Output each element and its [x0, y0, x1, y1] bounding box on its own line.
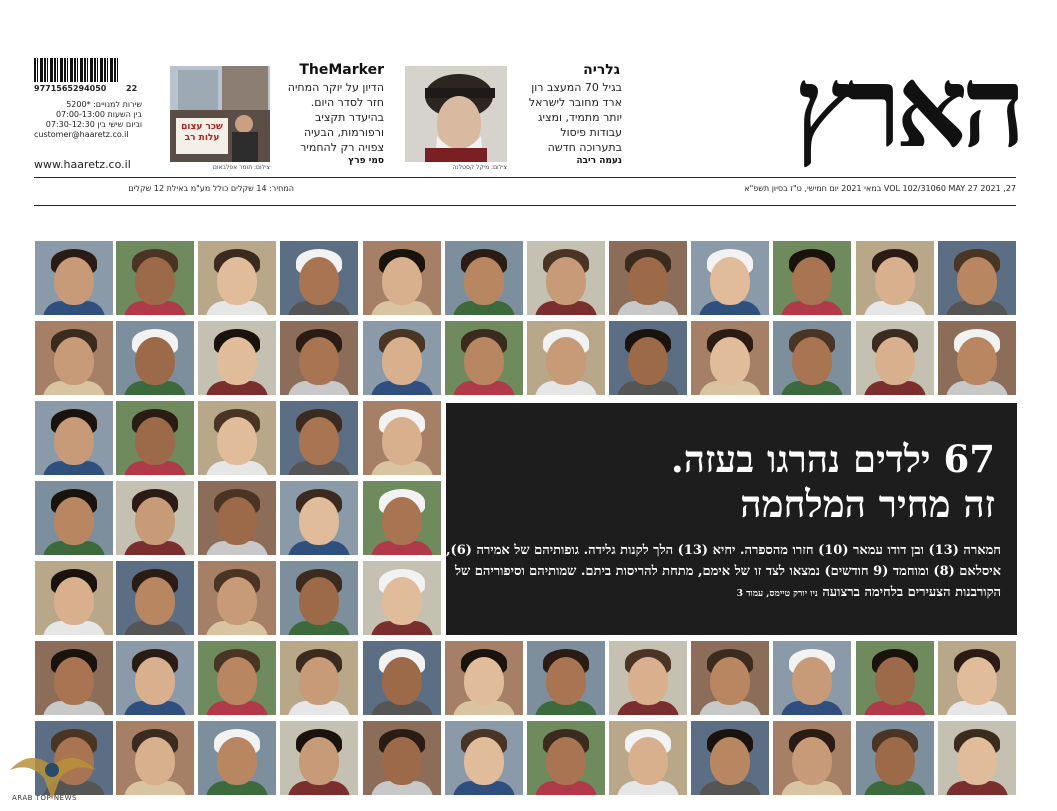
- portrait-face: [957, 737, 997, 785]
- lead-page-reference[interactable]: ניו יורק טיימס, עמוד 3: [736, 589, 818, 599]
- portrait-face: [382, 737, 422, 785]
- child-portrait: [363, 241, 441, 315]
- portrait-face: [54, 417, 94, 465]
- headline-line-2: זה מחיר המלחמה: [740, 482, 995, 526]
- child-portrait: [116, 321, 194, 395]
- portrait-face: [54, 657, 94, 705]
- child-portrait: [773, 241, 851, 315]
- portrait-face: [464, 657, 504, 705]
- portrait-face: [792, 337, 832, 385]
- portrait-face: [710, 257, 750, 305]
- child-portrait: [280, 401, 358, 475]
- portrait-face: [875, 737, 915, 785]
- child-portrait: [363, 721, 441, 795]
- portrait-face: [382, 577, 422, 625]
- portrait-face: [464, 337, 504, 385]
- child-portrait: [445, 241, 523, 315]
- child-portrait: [691, 641, 769, 715]
- price-line: המחיר: 14 שקלים כולל מע"מ באילת 12 שקלים: [128, 184, 294, 193]
- child-portrait: [198, 401, 276, 475]
- portrait-face: [628, 337, 668, 385]
- child-portrait: [609, 641, 687, 715]
- child-portrait: [198, 641, 276, 715]
- portrait-face: [135, 657, 175, 705]
- portrait-face: [217, 497, 257, 545]
- child-portrait: [773, 641, 851, 715]
- portrait-face: [54, 257, 94, 305]
- themarker-photo[interactable]: [170, 66, 270, 162]
- child-portrait: [280, 561, 358, 635]
- portrait-face: [628, 737, 668, 785]
- gallery-teaser-text[interactable]: בגיל 70 המעצב רון ארד מחובר לישראל יותר מתמיד, ומציג עבודות פיסול בתערוכה חדשה: [528, 81, 622, 154]
- portrait-face: [299, 737, 339, 785]
- child-portrait: [773, 721, 851, 795]
- child-portrait: [198, 481, 276, 555]
- portrait-face: [217, 577, 257, 625]
- child-portrait: [773, 321, 851, 395]
- lead-headline: [455, 437, 995, 527]
- portrait-face: [54, 497, 94, 545]
- date-line: VOL 102/31060 MAY 27 2021 ,27 במאי 2021 יום חמישי, ט"ז בסיון תשפ"א: [744, 184, 1016, 193]
- portrait-face: [957, 657, 997, 705]
- portrait-face: [546, 737, 586, 785]
- child-portrait: [609, 241, 687, 315]
- portrait-face: [957, 337, 997, 385]
- portrait-face: [217, 737, 257, 785]
- portrait-face: [382, 257, 422, 305]
- service-email[interactable]: customer@haaretz.co.il: [34, 130, 129, 139]
- child-portrait: [527, 641, 605, 715]
- portrait-face: [546, 257, 586, 305]
- lead-body: [445, 540, 1001, 605]
- portrait-face: [135, 417, 175, 465]
- themarker-section-label: TheMarker: [299, 62, 384, 78]
- portrait-face: [382, 417, 422, 465]
- portrait-face: [546, 657, 586, 705]
- portrait-face: [792, 657, 832, 705]
- subscriber-service: [34, 100, 142, 140]
- portrait-face: [628, 657, 668, 705]
- date-rule: [34, 205, 1016, 206]
- child-portrait: [445, 321, 523, 395]
- protest-sign-text: שכר עצום עלות רב: [181, 122, 223, 143]
- service-line: שירות למנויים: *5200: [66, 100, 142, 109]
- child-portrait: [445, 721, 523, 795]
- child-portrait: [691, 321, 769, 395]
- portrait-face: [299, 337, 339, 385]
- lead-story-box[interactable]: [446, 403, 1017, 635]
- child-portrait: [363, 641, 441, 715]
- child-portrait: [856, 241, 934, 315]
- child-portrait: [35, 321, 113, 395]
- child-portrait: [280, 721, 358, 795]
- portrait-face: [135, 497, 175, 545]
- portrait-face: [382, 657, 422, 705]
- child-portrait: [35, 561, 113, 635]
- issue-number: 22: [126, 84, 138, 93]
- portrait-face: [546, 337, 586, 385]
- gallery-photo[interactable]: [405, 66, 507, 162]
- child-portrait: [609, 721, 687, 795]
- portrait-face: [957, 257, 997, 305]
- child-portrait: [280, 321, 358, 395]
- child-portrait: [35, 481, 113, 555]
- portrait-face: [299, 497, 339, 545]
- barcode-number: 9771565294050: [34, 84, 107, 93]
- portrait-face: [875, 337, 915, 385]
- child-portrait: [198, 321, 276, 395]
- portrait-face: [792, 257, 832, 305]
- child-portrait: [363, 401, 441, 475]
- portrait-face: [299, 657, 339, 705]
- child-portrait: [116, 401, 194, 475]
- child-portrait: [938, 321, 1016, 395]
- portrait-face: [875, 657, 915, 705]
- themarker-teaser-text[interactable]: הדיון על יוקר המחיה חזר לסדר היום. בהיעדר תקציב ורפורמות, הבעיה צפויה רק להחמיר: [287, 81, 384, 154]
- portrait-face: [628, 257, 668, 305]
- child-portrait: [609, 321, 687, 395]
- child-portrait: [363, 321, 441, 395]
- child-portrait: [198, 561, 276, 635]
- portrait-face: [217, 257, 257, 305]
- portrait-face: [382, 337, 422, 385]
- child-portrait: [938, 721, 1016, 795]
- child-portrait: [938, 241, 1016, 315]
- portrait-face: [217, 417, 257, 465]
- watermark-text: ARAB TOP NEWS: [12, 794, 77, 802]
- watermark-logo: [0, 740, 105, 807]
- portrait-face: [299, 257, 339, 305]
- portrait-face: [792, 737, 832, 785]
- themarker-author: סמי פרץ: [348, 156, 384, 166]
- child-portrait: [280, 641, 358, 715]
- service-line: וביום שישי בין 07:30-12:30: [45, 120, 142, 129]
- child-portrait: [691, 721, 769, 795]
- child-portrait: [35, 241, 113, 315]
- child-portrait: [198, 241, 276, 315]
- child-portrait: [856, 641, 934, 715]
- child-portrait: [35, 401, 113, 475]
- portrait-man-image: [405, 66, 507, 162]
- child-portrait: [116, 481, 194, 555]
- child-portrait: [856, 721, 934, 795]
- portrait-face: [710, 657, 750, 705]
- portrait-face: [710, 737, 750, 785]
- portrait-face: [299, 417, 339, 465]
- portrait-face: [217, 657, 257, 705]
- portrait-face: [464, 737, 504, 785]
- child-portrait: [280, 481, 358, 555]
- child-portrait: [363, 481, 441, 555]
- child-portrait: [527, 721, 605, 795]
- portrait-face: [135, 257, 175, 305]
- child-portrait: [198, 721, 276, 795]
- headline-line-1: 67 ילדים נהרגו בעזה.: [670, 437, 995, 481]
- portrait-face: [382, 497, 422, 545]
- portrait-face: [135, 337, 175, 385]
- themarker-photo-credit: צילום: תומר אפלבאום: [212, 164, 270, 171]
- child-portrait: [363, 561, 441, 635]
- newspaper-logo: הארץ: [794, 42, 1020, 173]
- gallery-author: נעמה ריבה: [576, 156, 622, 166]
- portrait-face: [464, 257, 504, 305]
- portrait-face: [710, 337, 750, 385]
- gallery-section-label: גלריה: [583, 62, 620, 78]
- child-portrait: [280, 241, 358, 315]
- child-portrait: [691, 241, 769, 315]
- portrait-face: [54, 577, 94, 625]
- child-portrait: [938, 641, 1016, 715]
- child-portrait: [856, 321, 934, 395]
- gallery-photo-credit: צילום: מיקל קסטלנה: [452, 164, 507, 171]
- child-portrait: [116, 641, 194, 715]
- website-link[interactable]: www.haaretz.co.il: [34, 158, 131, 171]
- child-portrait: [527, 241, 605, 315]
- service-line: בין השעות 07:00-13:00: [55, 110, 142, 119]
- barcode: [34, 58, 120, 82]
- child-portrait: [116, 241, 194, 315]
- portrait-face: [135, 577, 175, 625]
- child-portrait: [116, 721, 194, 795]
- masthead-rule: [34, 177, 1016, 178]
- portrait-face: [135, 737, 175, 785]
- child-portrait: [35, 641, 113, 715]
- portrait-face: [875, 257, 915, 305]
- child-portrait: [445, 641, 523, 715]
- protest-image: [170, 66, 270, 162]
- child-portrait: [527, 321, 605, 395]
- portrait-face: [217, 337, 257, 385]
- lead-body-text: חמארה (13) ובן דודו עמאר (10) חזרו מהספרה. יחיא (13) הלך לקנות גלידה. גופותיהם של אמירה (6), איסלאם (8) ומוחמד (9 חודשים) נמצאו לצד זו של אימם, מתחת להריסות ביתם. שמותיהם וסיפוריהם של הקורבנות הצעירים בלחימה ברצועה: [446, 543, 1001, 600]
- portrait-face: [54, 337, 94, 385]
- portrait-face: [299, 577, 339, 625]
- child-portrait: [116, 561, 194, 635]
